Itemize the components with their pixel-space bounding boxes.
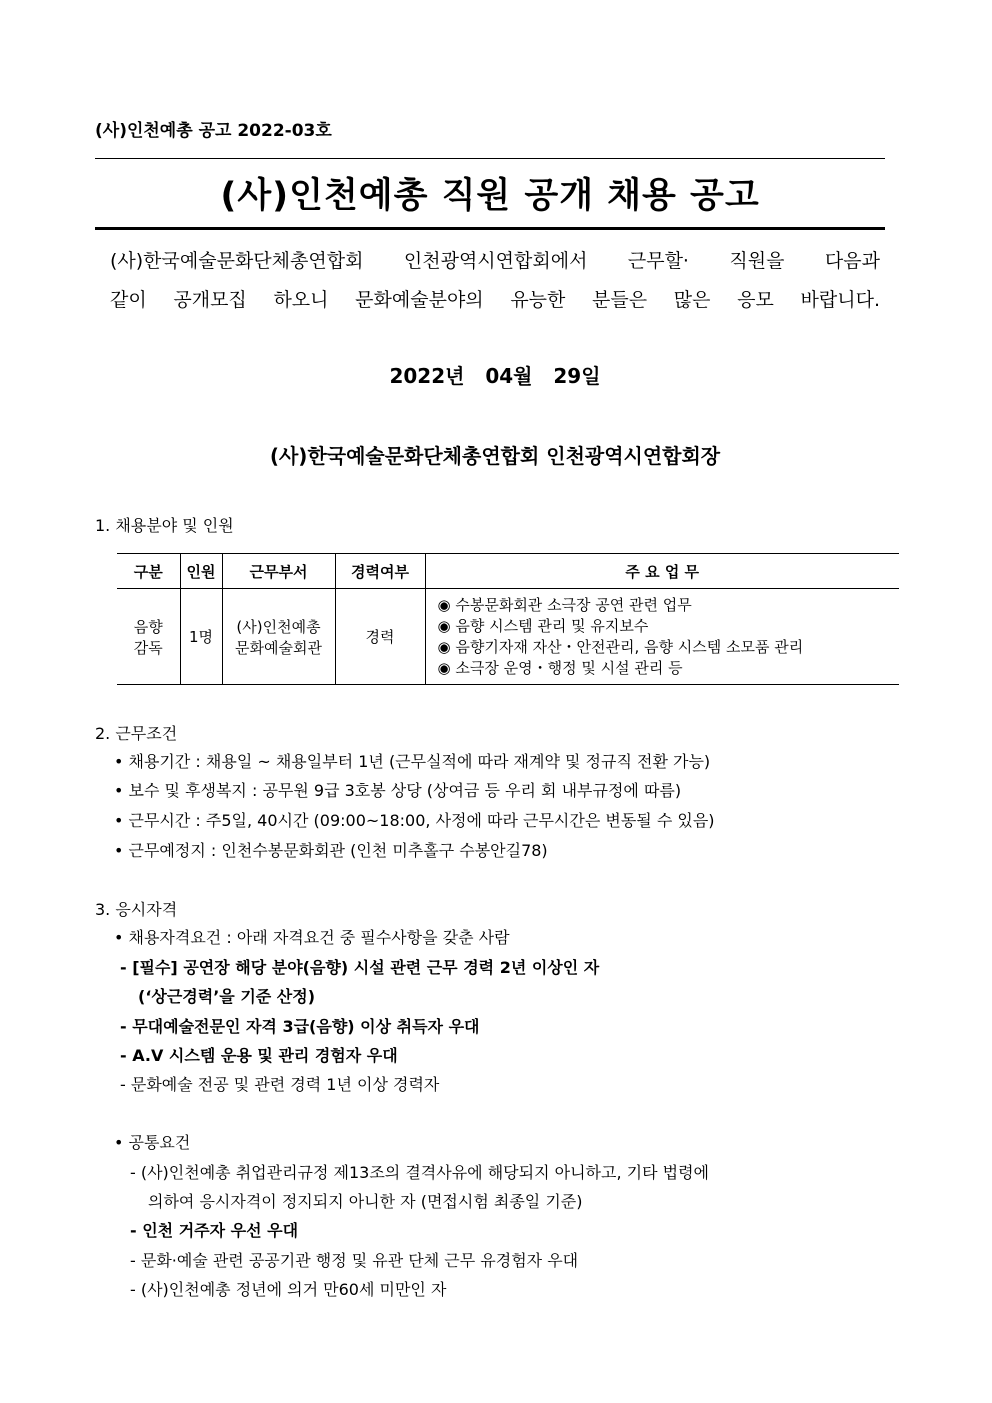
qualification-item: - 문화예술 전공 및 관련 경력 1년 이상 경력자 [120, 1075, 440, 1094]
announcement-date: 2022년 04월 29일 [389, 364, 601, 388]
cell-department [222, 589, 335, 685]
header-count: 인원 [180, 554, 222, 589]
cell-career: 경력 [335, 589, 425, 685]
section-3-heading: 3. 응시자격 [95, 900, 178, 919]
intro-line-1: (사)한국예술문화단체총연합회 인천광역시연합회에서 근무할· 직원을 다음과 [110, 250, 880, 272]
qualification-item: - 무대예술전문인 자격 3급(음향) 이상 취득자 우대 [120, 1017, 480, 1036]
header-department: 근무부서 [222, 554, 335, 589]
department-line-2: 문화예술회관 [235, 638, 322, 657]
intro-line-2: 같이 공개모집 하오니 문화예술분야의 유능한 분들은 많은 응모 바랍니다. [110, 289, 880, 311]
category-line-2: 감독 [133, 638, 163, 657]
duty-item: ◉ 음향 시스템 관리 및 유지보수 [437, 616, 649, 635]
qualification-title: • 채용자격요건 : 아래 자격요건 중 필수사항을 갖춘 사람 [114, 928, 510, 947]
common-item: - 인천 거주자 우선 우대 [130, 1221, 299, 1240]
common-item: 의하여 응시자격이 정지되지 아니한 자 (면접시험 최종일 기준) [148, 1192, 583, 1211]
cell-duties [425, 589, 899, 685]
organization-name: (사)한국예술문화단체총연합회 인천광역시연합회장 [269, 444, 721, 468]
condition-item: • 근무예정지 : 인천수봉문화회관 (인천 미추홀구 수봉안길78) [114, 841, 548, 860]
common-title: • 공통요건 [114, 1133, 191, 1152]
common-item: - 문화·예술 관련 공공기관 행정 및 유관 단체 근무 유경험자 우대 [130, 1251, 579, 1270]
cell-category [117, 589, 180, 685]
section-1-heading: 1. 채용분야 및 인원 [95, 516, 234, 535]
qualification-item: - A.V 시스템 운용 및 관리 경험자 우대 [120, 1046, 398, 1065]
table-header-row [117, 554, 899, 589]
header-category: 구분 [117, 554, 180, 589]
notice-number: (사)인천예총 공고 2022-03호 [95, 121, 332, 141]
title-divider [95, 227, 885, 230]
recruitment-table [117, 553, 899, 685]
duty-item: ◉ 음향기자재 자산・안전관리, 음향 시스템 소모품 관리 [437, 637, 804, 656]
page-title: (사)인천예총 직원 공개 채용 공고 [220, 176, 760, 216]
common-item: - (사)인천예총 취업관리규정 제13조의 결격사유에 해당되지 아니하고, 기타 법령에 [130, 1163, 709, 1182]
qualification-item: (‘상근경력’을 기준 산정) [138, 987, 316, 1006]
header-duties: 주 요 업 무 [425, 554, 899, 589]
qualification-item: - [필수] 공연장 해당 분야(음향) 시설 관련 근무 경력 2년 이상인 자 [120, 958, 600, 977]
top-divider [95, 158, 885, 159]
duty-item: ◉ 수봉문화회관 소극장 공연 관련 업무 [437, 595, 692, 614]
common-item: - (사)인천예총 정년에 의거 만60세 미만인 자 [130, 1280, 447, 1299]
table-row [117, 589, 899, 685]
category-line-1: 음향 [133, 617, 163, 636]
duty-item: ◉ 소극장 운영・행정 및 시설 관리 등 [437, 658, 683, 677]
section-2-heading: 2. 근무조건 [95, 724, 178, 743]
department-line-1: (사)인천예총 [236, 617, 321, 636]
condition-item: • 근무시간 : 주5일, 40시간 (09:00~18:00, 사정에 따라 근무시간은 변동될 수 있음) [114, 811, 715, 830]
header-career: 경력여부 [335, 554, 425, 589]
condition-item: • 채용기간 : 채용일 ~ 채용일부터 1년 (근무실적에 따라 재계약 및 정규직 전환 가능) [114, 752, 711, 771]
cell-count: 1명 [180, 589, 222, 685]
condition-item: • 보수 및 후생복지 : 공무원 9급 3호봉 상당 (상여금 등 우리 회 내부규정에 따름) [114, 781, 682, 800]
